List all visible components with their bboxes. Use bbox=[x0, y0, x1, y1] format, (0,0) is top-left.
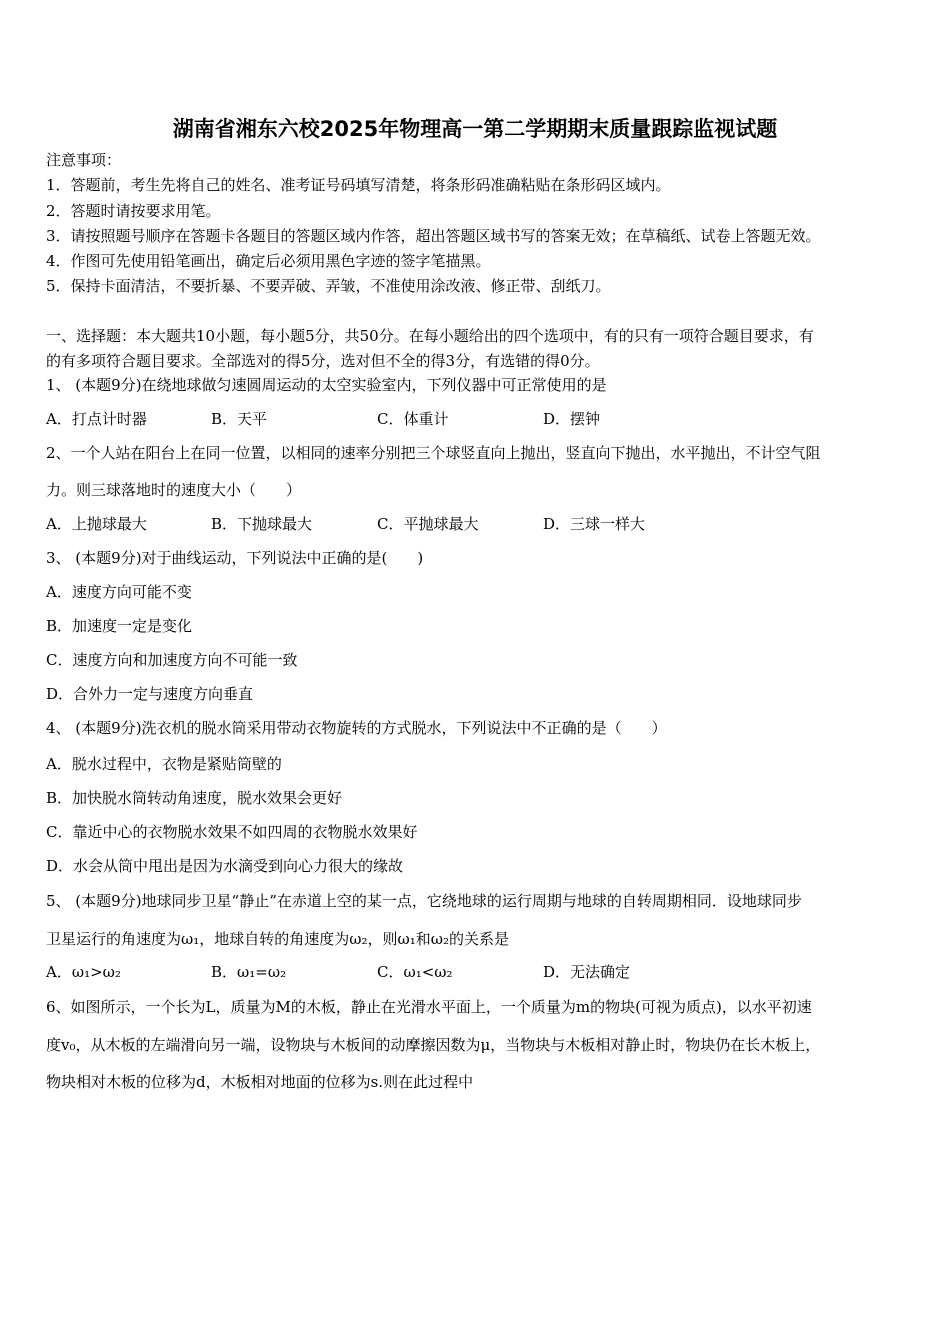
question-1-stem: 1、 (本题9分)在绕地球做匀速圆周运动的太空实验室内，下列仪器中可正常使用的是 bbox=[46, 376, 607, 394]
question-5-option-a: A．ω₁>ω₂ bbox=[46, 963, 121, 981]
question-6-stem: 度v₀，从木板的左端滑向另一端，设物块与木板间的动摩擦因数为μ，当物块与木板相对静止时，物块仍在长木板上， bbox=[46, 1036, 821, 1054]
question-1-option-b: B．天平 bbox=[211, 410, 268, 428]
notice-item: 2．答题时请按要求用笔。 bbox=[46, 202, 221, 220]
question-4-option-b: B．加快脱水筒转动角速度，脱水效果会更好 bbox=[46, 789, 343, 807]
question-3-option-a: A．速度方向可能不变 bbox=[46, 583, 192, 601]
question-5-stem: 5、 (本题9分)地球同步卫星“静止”在赤道上空的某一点，它绕地球的运行周期与地球的自转周期相同．设地球同步 bbox=[46, 892, 802, 910]
question-5-stem: 卫星运行的角速度为ω₁，地球自转的角速度为ω₂，则ω₁和ω₂的关系是 bbox=[46, 930, 509, 948]
question-2-option-a: A．上抛球最大 bbox=[46, 515, 147, 533]
question-3-stem: 3、 (本题9分)对于曲线运动，下列说法中正确的是( ) bbox=[46, 549, 424, 567]
question-4-option-c: C．靠近中心的衣物脱水效果不如四周的衣物脱水效果好 bbox=[46, 823, 418, 841]
question-2-option-b: B．下抛球最大 bbox=[211, 515, 313, 533]
question-2-option-d: D．三球一样大 bbox=[543, 515, 646, 533]
notice-item: 4．作图可先使用铅笔画出，确定后必须用黑色字迹的签字笔描黑。 bbox=[46, 252, 491, 270]
question-2-stem: 2、一个人站在阳台上在同一位置，以相同的速率分别把三个球竖直向上抛出，竖直向下抛出，水平抛出，不计空气阻 bbox=[46, 444, 821, 462]
question-6-stem: 6、如图所示，一个长为L，质量为M的木板，静止在光滑水平面上，一个质量为m的物块(可视为质点)，以水平初速 bbox=[46, 998, 812, 1016]
page-title: 湖南省湘东六校2025年物理高一第二学期期末质量跟踪监视试题 bbox=[172, 117, 778, 141]
notice-item: 1．答题前，考生先将自己的姓名、准考证号码填写清楚，将条形码准确粘贴在条形码区域内。 bbox=[46, 176, 671, 194]
question-5-option-c: C．ω₁<ω₂ bbox=[377, 963, 453, 981]
question-3-option-b: B．加速度一定是变化 bbox=[46, 617, 193, 635]
question-3-option-c: C．速度方向和加速度方向不可能一致 bbox=[46, 651, 298, 669]
section-instructions: 的有多项符合题目要求。全部选对的得5分，选对但不全的得3分，有选错的得0分。 bbox=[46, 352, 600, 370]
notice-item: 3．请按照题号顺序在答题卡各题目的答题区域内作答，超出答题区域书写的答案无效；在草稿纸、试卷上答题无效。 bbox=[46, 227, 821, 245]
notice-heading: 注意事项： bbox=[46, 151, 122, 169]
question-1-option-a: A．打点计时器 bbox=[46, 410, 147, 428]
section-instructions: 一、选择题：本大题共10小题，每小题5分，共50分。在每小题给出的四个选项中，有的只有一项符合题目要求，有 bbox=[46, 327, 814, 345]
question-1-option-c: C．体重计 bbox=[377, 410, 449, 428]
notice-item: 5．保持卡面清洁，不要折暴、不要弄破、弄皱，不准使用涂改液、修正带、刮纸刀。 bbox=[46, 277, 611, 295]
question-5-option-d: D．无法确定 bbox=[543, 963, 631, 981]
question-5-option-b: B．ω₁=ω₂ bbox=[211, 963, 287, 981]
question-4-option-d: D．水会从筒中甩出是因为水滴受到向心力很大的缘故 bbox=[46, 857, 404, 875]
question-2-stem: 力。则三球落地时的速度大小（ ） bbox=[46, 481, 302, 499]
question-2-option-c: C．平抛球最大 bbox=[377, 515, 479, 533]
question-3-option-d: D．合外力一定与速度方向垂直 bbox=[46, 685, 254, 703]
question-4-stem: 4、 (本题9分)洗衣机的脱水筒采用带动衣物旋转的方式脱水，下列说法中不正确的是（ ） bbox=[46, 719, 667, 737]
question-1-option-d: D．摆钟 bbox=[543, 410, 601, 428]
question-4-option-a: A．脱水过程中，衣物是紧贴筒壁的 bbox=[46, 755, 282, 773]
question-6-stem: 物块相对木板的位移为d，木板相对地面的位移为s.则在此过程中 bbox=[46, 1073, 474, 1091]
